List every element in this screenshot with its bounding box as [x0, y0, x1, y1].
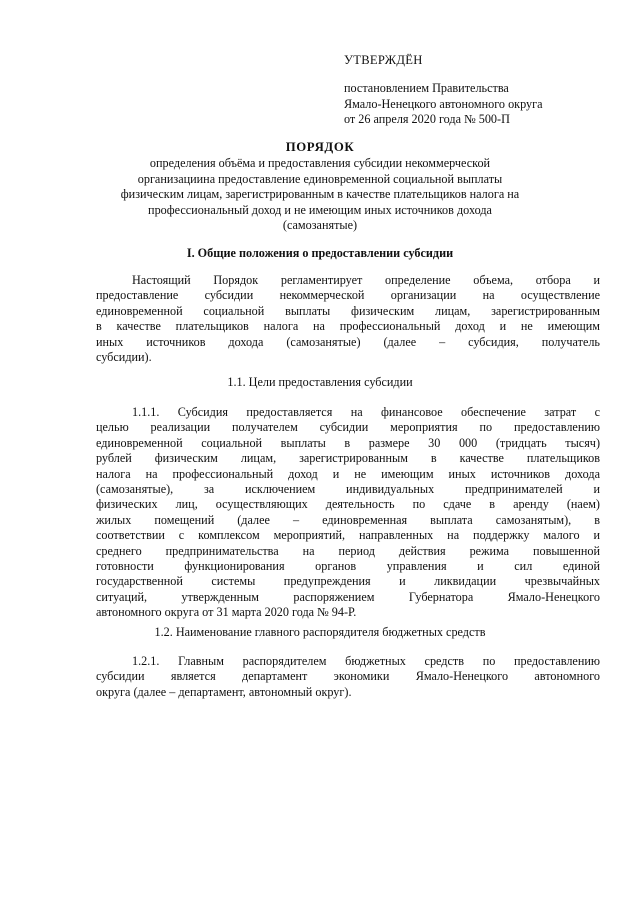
subsection-heading: 1.1. Цели предоставления субсидии	[227, 375, 413, 389]
paragraph-line: государственной системы предупреждения и ликвидации чрезвычайных	[96, 574, 600, 589]
subsection-1-1-paragraph	[96, 405, 600, 620]
paragraph-line: рублей физическим лицам, зарегистрированным в качестве плательщиков	[96, 451, 600, 466]
paragraph-line: Настоящий Порядок регламентирует определение объема, отбора и	[132, 273, 600, 287]
document-subtitle-line: физическим лицам, зарегистрированным в качестве плательщиков налога на	[120, 187, 520, 202]
paragraph-line: автономного округа от 31 марта 2020 года № 94-Р.	[96, 605, 357, 620]
paragraph-line: 1.1.1. Субсидия предоставляется на финансовое обеспечение затрат с	[132, 405, 600, 419]
paragraph-line: соответствии с комплексом мероприятий, направленных на поддержку малого и	[96, 528, 600, 543]
approval-line: постановлением Правительства	[344, 81, 509, 96]
document-title: ПОРЯДОК	[285, 140, 355, 154]
paragraph-line: ситуаций, утвержденным распоряжением Губернатора Ямало-Ненецкого	[96, 589, 600, 604]
paragraph-line: иных источников дохода (самозанятые) (далее – субсидия, получатель	[96, 334, 600, 349]
paragraph-line: субсидии является департамент экономики Ямало-Ненецкого автономного	[96, 669, 600, 684]
document-subtitle-line: организациина предоставление единовременной социальной выплаты	[137, 171, 503, 186]
document-subtitle-line: профессиональный доход и не имеющим иных источников дохода	[148, 202, 492, 217]
document-subtitle-line: (самозанятые)	[282, 218, 358, 233]
document-subtitle-line: определения объёма и предоставления субсидии некоммерческой	[149, 156, 491, 171]
paragraph-line: округа (далее – департамент, автономный округ).	[96, 684, 352, 699]
section1-paragraph	[96, 273, 600, 365]
paragraph-line: 1.2.1. Главным распорядителем бюджетных средств по предоставлению	[132, 654, 600, 668]
approval-stamp: УТВЕРЖДЁН	[344, 53, 423, 67]
paragraph-line: в качестве плательщиков налога на профессиональный доход и не имеющим	[96, 319, 600, 334]
subsection-1-2-paragraph	[96, 654, 600, 700]
paragraph-line: целью реализации получателем субсидии мероприятия по предоставлению	[96, 420, 600, 435]
paragraph-line: (самозанятые), за исключением индивидуальных предпринимателей и	[96, 481, 600, 496]
section-heading: I. Общие положения о предоставлении субсидии	[186, 246, 454, 260]
paragraph-line: предоставление субсидии некоммерческой организации на осуществление	[96, 288, 600, 303]
paragraph-line: жилых помещений (далее – единовременная выплата самозанятым), в	[96, 512, 600, 527]
paragraph-line: субсидии).	[96, 349, 152, 364]
approval-block	[344, 53, 624, 128]
paragraph-line: единовременной социальной выплаты физическим лицам, зарегистрированным	[96, 303, 600, 318]
approval-line: Ямало-Ненецкого автономного округа	[344, 96, 543, 111]
paragraph-line: среднего предпринимательства на период действия режима повышенной	[96, 543, 600, 558]
approval-line: от 26 апреля 2020 года № 500-П	[344, 112, 510, 127]
subsection-heading: 1.2. Наименование главного распорядителя бюджетных средств	[154, 625, 486, 639]
paragraph-line: налога на профессиональный доход и не имеющим иных источников дохода	[96, 466, 600, 481]
paragraph-line: физических лиц, осуществляющих деятельность по сдаче в аренду (наем)	[96, 497, 600, 512]
paragraph-line: единовременной социальной выплаты в размере 30 000 (тридцать тысяч)	[96, 435, 600, 450]
document-title-block	[96, 140, 544, 233]
paragraph-line: готовности функционирования органов управления и сил единой	[96, 558, 600, 573]
